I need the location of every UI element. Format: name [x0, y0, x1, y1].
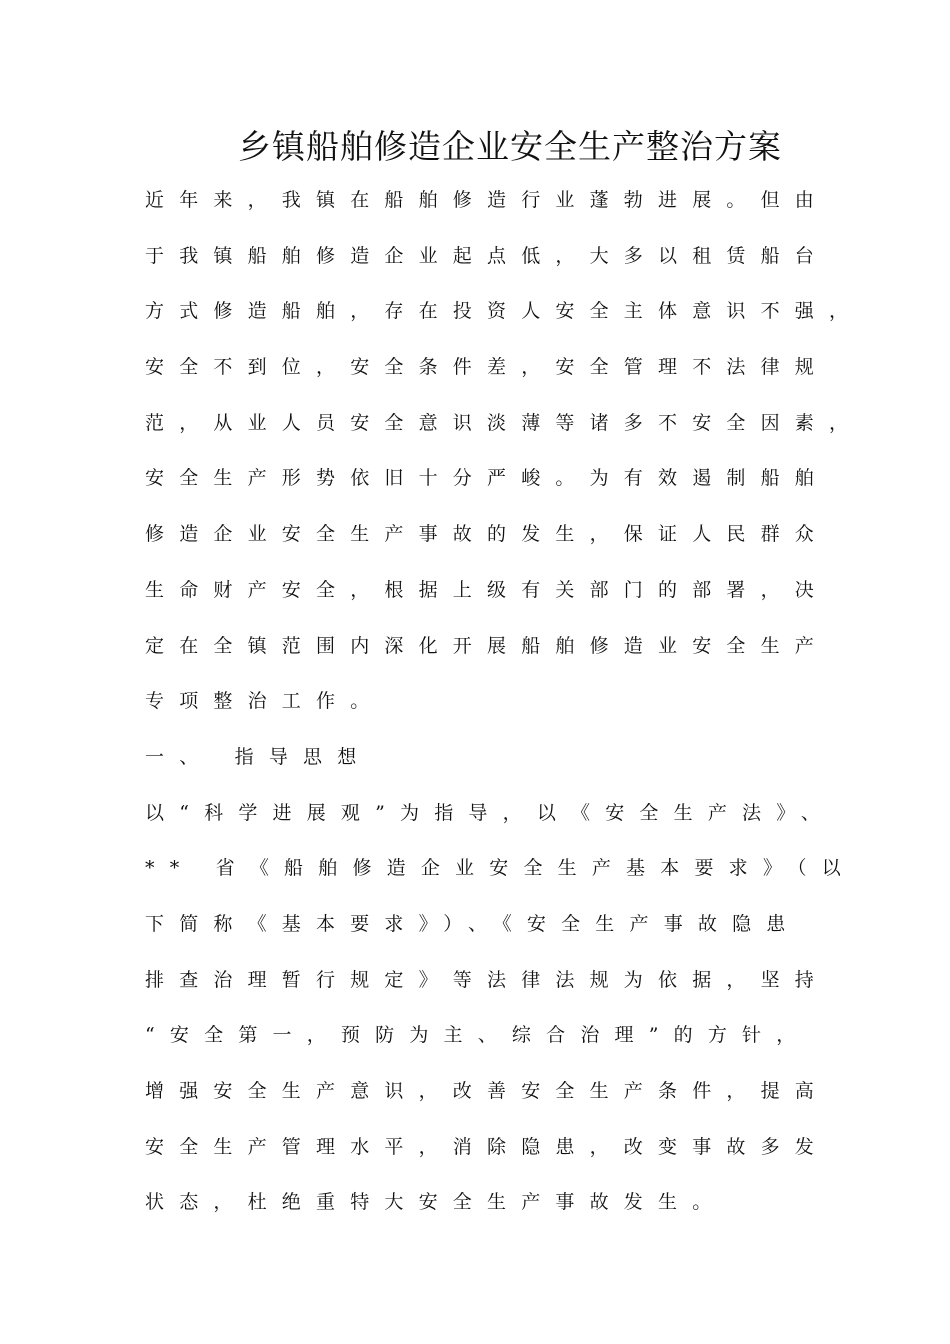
section-heading: 一、 指导思想 — [145, 745, 372, 768]
body-line: 修造企业安全生产事故的发生，保证人民群众 — [145, 523, 830, 546]
body-line: 专项整治工作。 — [145, 690, 385, 713]
body-line: 排查治理暂行规定》等法律法规为依据，坚持 — [145, 968, 830, 991]
body-line: 安全生产形势依旧十分严峻。为有效遏制船舶 — [145, 467, 830, 490]
body-line: 状态，杜绝重特大安全生产事故发生。 — [145, 1191, 727, 1214]
body-line: 定在全镇范围内深化开展船舶修造业安全生产 — [145, 634, 830, 657]
body-line: 近年来，我镇在船舶修造行业蓬勃进展。但由 — [145, 189, 830, 211]
body-line: 于我镇船舶修造企业起点低，大多以租赁船台 — [145, 244, 830, 267]
body-line: 生命财产安全，根据上级有关部门的部署，决 — [145, 578, 830, 601]
body-line: 安全生产管理水平，消除隐患，改变事故多发 — [145, 1135, 830, 1158]
body-line: 以“科学进展观”为指导，以《安全生产法》、 — [145, 801, 836, 824]
body-line: “安全第一，预防为主、综合治理”的方针， — [145, 1024, 811, 1047]
body-line: 增强安全生产意识，改善安全生产条件，提高 — [145, 1080, 830, 1102]
body-line: 下简称《基本要求》）、《安全生产事故隐患 — [145, 912, 801, 935]
body-line: 安全不到位，安全条件差，安全管理不法律规 — [145, 356, 830, 379]
body-line: 范，从业人员安全意识淡薄等诸多不安全因素， — [145, 411, 864, 434]
document-body — [145, 182, 865, 1240]
body-line: ** 省《船舶修造企业安全生产基本要求》（以 — [145, 857, 856, 880]
document-title: 乡镇船舶修造企业安全生产整治方案 — [238, 127, 782, 166]
body-line: 方式修造船舶，存在投资人安全主体意识不强， — [145, 300, 864, 323]
